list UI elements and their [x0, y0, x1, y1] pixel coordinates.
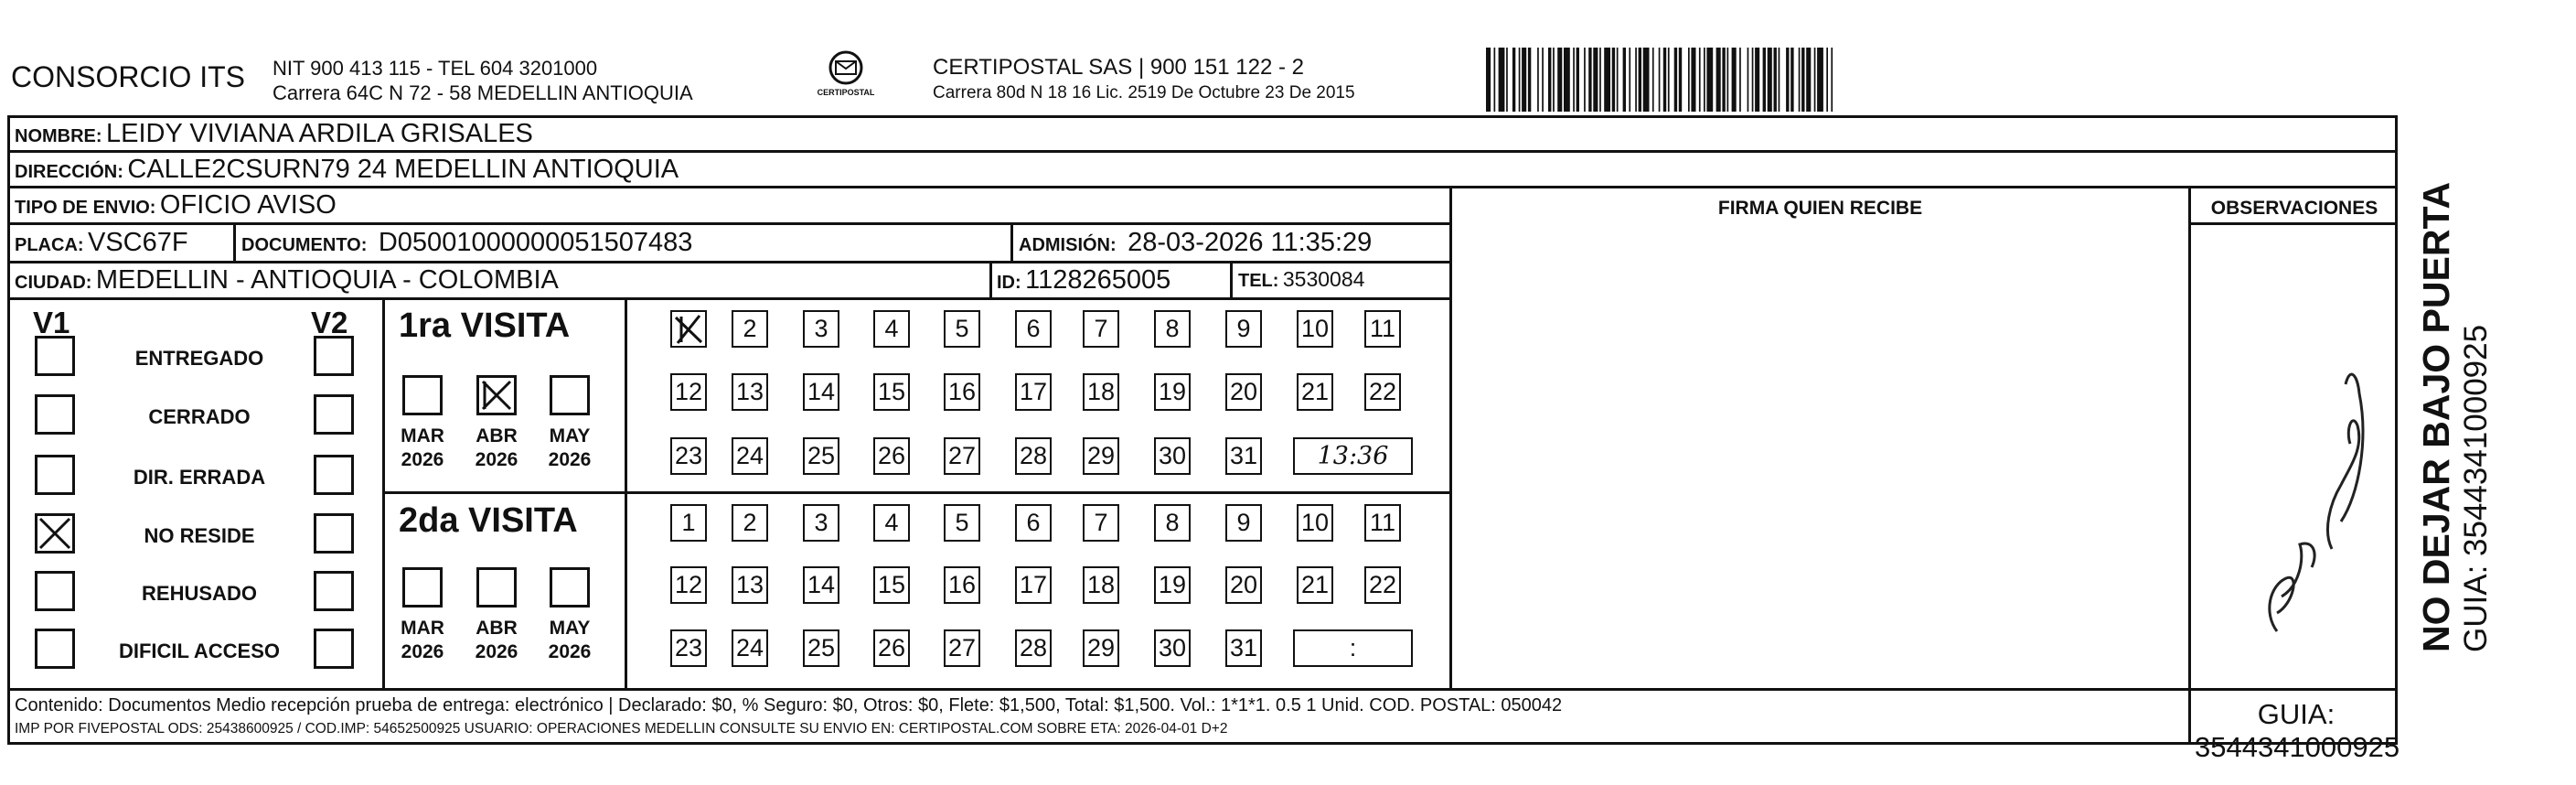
month-name: MAY: [549, 618, 591, 639]
admision-label: ADMISIÓN:: [1019, 235, 1117, 255]
status-label: DIR. ERRADA: [133, 466, 266, 489]
courier-line: CERTIPOSTAL SAS | 900 151 122 - 2: [933, 55, 1304, 80]
month-year: 2026: [475, 641, 518, 662]
month-year: 2026: [548, 641, 592, 662]
visit2-day-box[interactable]: 16: [944, 566, 980, 604]
visit1-day-box[interactable]: 30: [1154, 437, 1191, 475]
tel-value: 3530084: [1282, 267, 1365, 291]
observation-handwriting: [2213, 339, 2378, 640]
visit2-month-checkbox[interactable]: [550, 567, 590, 608]
ciudad-value: MEDELLIN - ANTIOQUIA - COLOMBIA: [95, 265, 559, 295]
visit2-title: 2da VISITA: [399, 501, 578, 540]
visit2-day-box[interactable]: 31: [1225, 629, 1262, 667]
visit1-month-checkbox[interactable]: [550, 375, 590, 415]
status-label: CERRADO: [148, 405, 251, 428]
visit2-day-box[interactable]: 27: [944, 629, 980, 667]
visit1-day-box[interactable]: 17: [1015, 373, 1052, 411]
envelope-icon: [814, 48, 878, 108]
status-label: DIFICIL ACCESO: [118, 640, 280, 662]
side-notice-line2: GUIA: 3544341000925: [2458, 324, 2494, 652]
placa-label: PLACA:: [15, 235, 84, 255]
v1-checkbox[interactable]: [35, 571, 75, 611]
visit2-day-box[interactable]: 12: [670, 566, 707, 604]
visit2-day-box[interactable]: 26: [873, 629, 910, 667]
visit1-day-box[interactable]: 23: [670, 437, 707, 475]
nombre-row: [15, 119, 533, 149]
visit1-day-box[interactable]: 5: [944, 310, 980, 348]
month-year: 2026: [401, 449, 444, 470]
visit2-day-box[interactable]: 5: [944, 504, 980, 542]
visit1-day-box[interactable]: 22: [1364, 373, 1401, 411]
ciudad-label: CIUDAD:: [15, 273, 92, 293]
visit2-day-box[interactable]: 19: [1154, 566, 1191, 604]
visit2-day-box[interactable]: 14: [803, 566, 839, 604]
visit1-day-box[interactable]: 9: [1225, 310, 1262, 348]
barcode: [1486, 48, 2218, 112]
side-notice: [2414, 182, 2495, 652]
visit1-day-box[interactable]: 14: [803, 373, 839, 411]
v1-label: V1: [33, 306, 70, 339]
id-value: 1128265005: [1025, 265, 1171, 295]
v2-checkbox[interactable]: [314, 629, 354, 669]
visit2-day-box[interactable]: 10: [1297, 504, 1333, 542]
courier-address: Carrera 80d N 18 16 Lic. 2519 De Octubre 23 De 2015: [933, 83, 1355, 102]
month-year: 2026: [475, 449, 518, 470]
visit2-day-box[interactable]: 8: [1154, 504, 1191, 542]
x-mark-icon: [479, 378, 514, 413]
placa-cell: [15, 228, 188, 258]
v2-checkbox[interactable]: [314, 455, 354, 495]
tipo-envio-label: TIPO DE ENVIO:: [15, 198, 156, 218]
month-name: MAR: [401, 425, 444, 446]
visit1-day-box[interactable]: 3: [803, 310, 839, 348]
nit-line: NIT 900 413 115 - TEL 604 3201000: [273, 57, 598, 80]
status-label: REHUSADO: [142, 582, 257, 605]
visit2-day-box[interactable]: 13: [732, 566, 768, 604]
company-name: CONSORCIO ITS: [11, 60, 246, 93]
v1-checkbox[interactable]: [35, 629, 75, 669]
admision-value: 28-03-2026 11:35:29: [1128, 228, 1373, 257]
visit1-day-box[interactable]: 20: [1225, 373, 1262, 411]
visit2-time-field[interactable]: :: [1293, 629, 1413, 667]
visit1-day-box[interactable]: 10: [1297, 310, 1333, 348]
visit1-day-box[interactable]: 12: [670, 373, 707, 411]
visit2-month-label: [469, 617, 524, 664]
visit2-day-box[interactable]: 18: [1083, 566, 1119, 604]
v2-checkbox[interactable]: [314, 571, 354, 611]
visit1-day-box[interactable]: 8: [1154, 310, 1191, 348]
visit2-day-box[interactable]: 28: [1015, 629, 1052, 667]
status-label: ENTREGADO: [134, 347, 264, 370]
visit1-day-box[interactable]: 11: [1364, 310, 1401, 348]
visit2-day-box[interactable]: 7: [1083, 504, 1119, 542]
ciudad-cell: [15, 265, 559, 296]
visit1-time-field[interactable]: 13:36: [1293, 437, 1413, 475]
visit2-day-box[interactable]: 21: [1297, 566, 1333, 604]
imp-text: IMP POR FIVEPOSTAL ODS: 25438600925 / COD.IMP: 54652500925 USUARIO: OPERACIONES MEDELLIN CONSULTE SU ENVIO EN: CERTIPOSTAL.COM SOBRE ETA: 2026-04-01 D+2: [15, 721, 1228, 737]
x-mark-icon: [672, 312, 705, 346]
v2-checkbox[interactable]: [314, 513, 354, 554]
direccion-row: [15, 155, 679, 185]
visit1-month-checkbox[interactable]: [476, 375, 517, 415]
tel-cell: [1238, 267, 1364, 292]
visit2-day-box[interactable]: 24: [732, 629, 768, 667]
visit1-day-box[interactable]: 16: [944, 373, 980, 411]
visit2-day-box[interactable]: 9: [1225, 504, 1262, 542]
visit1-title: 1ra VISITA: [399, 306, 571, 345]
visit2-day-box[interactable]: 22: [1364, 566, 1401, 604]
v2-label: V2: [311, 306, 348, 339]
visit2-month-checkbox[interactable]: [402, 567, 443, 608]
visit1-day-box[interactable]: 31: [1225, 437, 1262, 475]
status-label: NO RESIDE: [144, 524, 255, 547]
direccion-value: CALLE2CSURN79 24 MEDELLIN ANTIOQUIA: [127, 155, 679, 184]
visit2-month-label: [542, 617, 597, 664]
observaciones-header: OBSERVACIONES: [2210, 198, 2378, 219]
visit1-day-box[interactable]: 24: [732, 437, 768, 475]
v1-checkbox[interactable]: [35, 394, 75, 435]
address-line: Carrera 64C N 72 - 58 MEDELLIN ANTIOQUIA: [273, 81, 693, 104]
visit2-day-box[interactable]: 29: [1083, 629, 1119, 667]
tel-label: TEL:: [1238, 271, 1279, 291]
visit1-day-box[interactable]: 29: [1083, 437, 1119, 475]
month-year: 2026: [401, 641, 444, 662]
documento-cell: [241, 228, 692, 258]
footer-guia: GUIA: 3544341000925: [2195, 698, 2400, 763]
month-name: MAY: [549, 425, 591, 446]
visit2-day-box[interactable]: 11: [1364, 504, 1401, 542]
visit1-day-box[interactable]: [670, 310, 707, 348]
visit1-day-box[interactable]: 15: [873, 373, 910, 411]
month-name: ABR: [476, 618, 518, 639]
v2-checkbox[interactable]: [314, 394, 354, 435]
month-name: MAR: [401, 618, 444, 639]
visit2-day-box[interactable]: 6: [1015, 504, 1052, 542]
visit1-month-label: [469, 425, 524, 472]
certipostal-logo-text: CERTIPOSTAL: [817, 88, 875, 97]
visit2-month-label: [395, 617, 450, 664]
visit1-day-box[interactable]: 28: [1015, 437, 1052, 475]
v1-checkbox[interactable]: [35, 336, 75, 376]
month-name: ABR: [476, 425, 518, 446]
visit1-month-checkbox[interactable]: [402, 375, 443, 415]
tipo-envio-row: [15, 190, 337, 220]
admision-cell: [1019, 228, 1372, 258]
side-notice-line1: NO DEJAR BAJO PUERTA: [2415, 181, 2457, 652]
visit2-day-box[interactable]: 2: [732, 504, 768, 542]
visit2-day-box[interactable]: 1: [670, 504, 707, 542]
visit1-day-box[interactable]: 27: [944, 437, 980, 475]
placa-value: VSC67F: [88, 228, 188, 257]
v1-checkbox[interactable]: [35, 455, 75, 495]
visit1-day-box[interactable]: 13: [732, 373, 768, 411]
visit2-day-box[interactable]: 3: [803, 504, 839, 542]
visit2-day-box[interactable]: 20: [1225, 566, 1262, 604]
visit1-day-box[interactable]: 7: [1083, 310, 1119, 348]
visit1-day-box[interactable]: 26: [873, 437, 910, 475]
visit1-month-label: [395, 425, 450, 472]
visit2-day-box[interactable]: 30: [1154, 629, 1191, 667]
documento-value: D05001000000051507483: [378, 228, 693, 257]
nombre-label: NOMBRE:: [15, 126, 102, 146]
visit2-day-box[interactable]: 17: [1015, 566, 1052, 604]
visit1-day-box[interactable]: 2: [732, 310, 768, 348]
visit2-day-box[interactable]: 4: [873, 504, 910, 542]
visit1-day-box[interactable]: 4: [873, 310, 910, 348]
visit1-day-box[interactable]: 21: [1297, 373, 1333, 411]
visit2-month-checkbox[interactable]: [476, 567, 517, 608]
nombre-value: LEIDY VIVIANA ARDILA GRISALES: [106, 119, 533, 148]
x-mark-icon: [37, 516, 72, 551]
visit1-day-box[interactable]: 18: [1083, 373, 1119, 411]
visit1-day-box[interactable]: 6: [1015, 310, 1052, 348]
visit2-day-box[interactable]: 15: [873, 566, 910, 604]
month-year: 2026: [548, 449, 592, 470]
firma-header: FIRMA QUIEN RECIBE: [1717, 198, 1923, 219]
certipostal-logo: [814, 48, 878, 108]
tipo-envio-value: OFICIO AVISO: [159, 190, 337, 220]
visit1-day-box[interactable]: 19: [1154, 373, 1191, 411]
visit1-day-box[interactable]: 25: [803, 437, 839, 475]
visit2-day-box[interactable]: 25: [803, 629, 839, 667]
id-label: ID:: [997, 273, 1021, 293]
visit1-month-label: [542, 425, 597, 472]
contenido-text: Contenido: Documentos Medio recepción prueba de entrega: electrónico | Declarado: $0, % Seguro: $0, Otros: $0, Flete: $1,500, Total: $1,500. Vol.: 1*1*1. 0.5 1 Unid. COD. POSTAL: 050042: [15, 695, 1563, 715]
documento-label: DOCUMENTO:: [241, 235, 368, 255]
v2-checkbox[interactable]: [314, 336, 354, 376]
visit2-day-box[interactable]: 23: [670, 629, 707, 667]
v1-checkbox[interactable]: [35, 513, 75, 554]
direccion-label: DIRECCIÓN:: [15, 162, 123, 182]
id-cell: [997, 265, 1170, 296]
